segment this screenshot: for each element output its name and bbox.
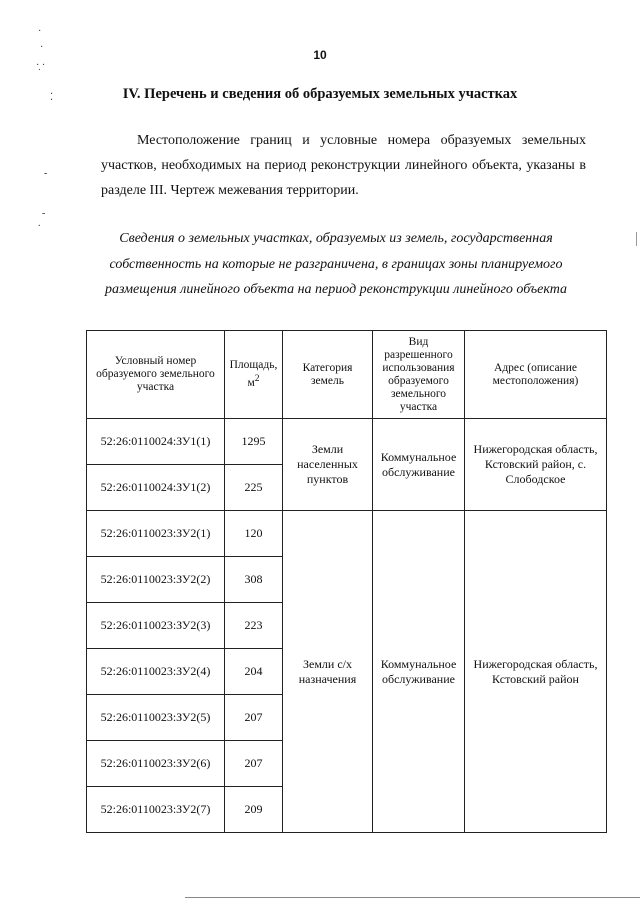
header-use: Вид разрешенного использования образуемого земельного участка xyxy=(373,331,465,419)
parcel-use: Коммунальное обслуживание xyxy=(373,511,465,833)
scan-speck: ·̣ · xyxy=(36,60,46,71)
parcel-category: Земли с/х назначения xyxy=(283,511,373,833)
scan-speck: - xyxy=(44,168,48,179)
bottom-rule xyxy=(185,897,640,898)
scan-speck: ⁚ xyxy=(50,92,54,103)
parcel-area: 204 xyxy=(225,649,283,695)
parcel-category: Земли населенных пунктов xyxy=(283,419,373,511)
parcel-use: Коммунальное обслуживание xyxy=(373,419,465,511)
parcels-table xyxy=(86,330,607,833)
parcel-area: 1295 xyxy=(225,419,283,465)
page-number: 10 xyxy=(313,48,327,62)
table-caption: Сведения о земельных участках, образуемых из земель, государственная собственность на которые не разграничена, в границах зоны планируемого размещения линейного объекта на период реконструкции линейного объекта xyxy=(104,231,568,297)
parcel-number: 52:26:0110023:ЗУ2(2) xyxy=(87,557,225,603)
parcel-number: 52:26:0110023:ЗУ2(5) xyxy=(87,695,225,741)
parcel-area: 120 xyxy=(225,511,283,557)
header-number: Условный номер образуемого земельного участка xyxy=(87,331,225,419)
parcel-address: Нижегородская область, Кстовский район, с. Слободское xyxy=(465,419,607,511)
parcel-number: 52:26:0110023:ЗУ2(7) xyxy=(87,787,225,833)
parcel-area: 308 xyxy=(225,557,283,603)
parcel-area: 207 xyxy=(225,695,283,741)
parcel-number: 52:26:0110023:ЗУ2(6) xyxy=(87,741,225,787)
parcel-area: 225 xyxy=(225,465,283,511)
header-area-unit: м xyxy=(247,376,255,389)
header-category: Категория земель xyxy=(283,331,373,419)
scan-speck: · xyxy=(40,42,44,53)
scan-edge-mark xyxy=(636,232,637,246)
parcel-number: 52:26:0110024:ЗУ1(1) xyxy=(87,419,225,465)
table-header-row xyxy=(87,331,607,419)
table-row xyxy=(87,511,607,557)
header-address: Адрес (описание местоположения) xyxy=(465,331,607,419)
parcel-address: Нижегородская область, Кстовский район xyxy=(465,511,607,833)
parcel-number: 52:26:0110023:ЗУ2(1) xyxy=(87,511,225,557)
table-row xyxy=(87,419,607,465)
header-area xyxy=(225,331,283,419)
section-title: IV. Перечень и сведения об образуемых земельных участках xyxy=(122,86,518,102)
intro-paragraph: Местоположение границ и условные номера образуемых земельных участков, необходимых на период реконструкции линейного объекта, указаны в разделе III. Чертеж межевания территории. xyxy=(101,133,586,198)
scan-speck: . xyxy=(38,218,41,229)
parcel-area: 209 xyxy=(225,787,283,833)
parcel-number: 52:26:0110023:ЗУ2(4) xyxy=(87,649,225,695)
scan-speck: - xyxy=(42,208,46,219)
header-area-label: Площадь, xyxy=(229,359,278,372)
header-area-unit-sup: 2 xyxy=(254,373,260,385)
parcel-number: 52:26:0110023:ЗУ2(3) xyxy=(87,603,225,649)
scan-speck: · xyxy=(38,26,42,37)
parcel-number: 52:26:0110024:ЗУ1(2) xyxy=(87,465,225,511)
parcel-area: 207 xyxy=(225,741,283,787)
parcel-area: 223 xyxy=(225,603,283,649)
